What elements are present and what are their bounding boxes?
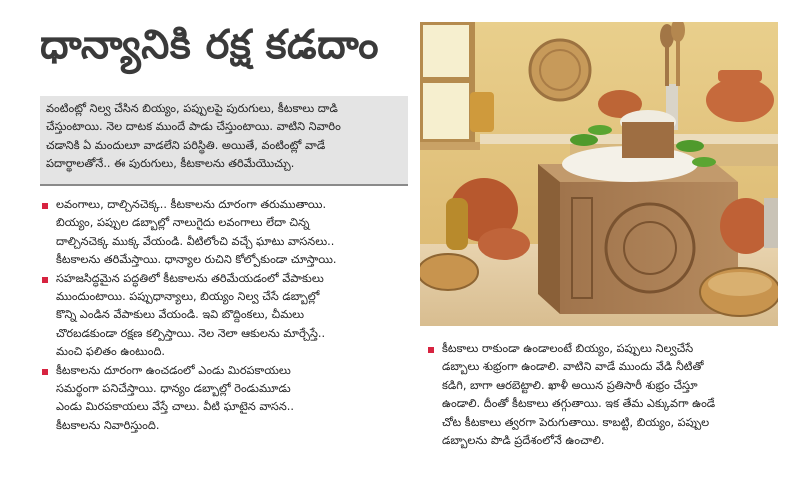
tip-line: మంచి ఫలితం ఉంటుంది. <box>56 345 166 359</box>
intro-line: చేస్తుంటాయి. నెల దాటక ముందే పాడు చేస్తుంటాయి. వాటిని నివారిం <box>46 120 341 134</box>
tip-line: సహజసిద్ధమైన పద్ధతిలో కీటకాలను తరిమేయడంలో వేపాకులు <box>56 271 324 285</box>
tip-chillies <box>40 362 415 436</box>
tip-line: డబ్బాలను పొడి ప్రదేశంలోనే ఉంచాలి. <box>442 434 605 448</box>
intro-line: చడానికి ఏ మందులూ వాడలేని పరిస్థితి. అయితే, వంటింట్లో వాడే <box>46 138 326 152</box>
tip-line: డబ్బాలు శుభ్రంగా ఉండాలి. వాటిని వాడే ముందు వేడి నీటితో <box>442 360 704 374</box>
intro-box <box>40 96 408 186</box>
tip-line: కీటకాలు రాకుండా ఉండాలంటే బియ్యం, పప్పులు నిల్వచేసే <box>442 342 694 355</box>
tip-line: చొరబడకుండా రక్షణ కల్పిస్తాయి. నెల నెలా ఆకులను మార్చేస్తే.. <box>56 326 326 340</box>
tip-line: సమర్థంగా పనిచేస్తాయి. ధాన్యం డబ్బాల్లో రెండుమూడు <box>56 382 291 396</box>
tip-line: కడిగి, బాగా ఆరబెట్టాలి. ఖాళీ అయిన ప్రతిసారీ శుభ్రం చేస్తూ <box>442 378 698 392</box>
tip-line: కీటకాలను తరిమేస్తాయి. ధాన్యాల రుచిని కోల్పోకుండా చూస్తాయి. <box>56 253 337 267</box>
bullet-square-icon <box>42 277 48 283</box>
tip-clean-containers <box>426 340 800 450</box>
bullet-square-icon <box>428 347 434 353</box>
tip-line: ఎండు మిరపకాయలు వేస్తే చాలు. వీటి ఘాటైన వాసన.. <box>56 400 294 414</box>
intro-line: పదార్థాలతోనే.. ఈ పురుగులు, కీటకాలను తరిమేయొచ్చు. <box>46 157 295 171</box>
tip-line: బియ్యం, పప్పుల డబ్బాల్లో నాలుగైదు లవంగాలు లేదా చిన్న <box>56 216 310 230</box>
tip-cloves <box>40 196 415 270</box>
tip-line: ముందుంటాయి. పప్పుధాన్యాలు, బియ్యం నిల్వ చేసే డబ్బాల్లో <box>56 290 320 304</box>
tip-line: లవంగాలు, దాల్చినచెక్క.. కీటకాలను దూరంగా తరుముతాయి. <box>56 198 327 211</box>
tips-list <box>40 196 415 435</box>
tip-line: దాల్చినచెక్క ముక్క వేయండి. వీటిలోంచి వచ్చే ఘాటు వాసనలు.. <box>56 234 335 248</box>
tip-line: ఉండాలి. దీంతో కీటకాలు తగ్గుతాయి. ఇక తేమ ఎక్కువగా ఉండే <box>442 397 716 411</box>
tip-neem <box>40 270 415 362</box>
bullet-square-icon <box>42 203 48 209</box>
tip-line: చోట కీటకాలు త్వరగా పెరుగుతాయి. కాబట్టి, బియ్యం, పప్పుల <box>442 415 710 429</box>
tip-line: కీటకాలను నివారిస్తుంది. <box>56 418 160 432</box>
tip-line: కీటకాలను దూరంగా ఉంచడంలో ఎండు మిరపకాయలు <box>56 363 291 377</box>
headline: ధాన్యానికి రక్ష కడదాం <box>40 22 380 68</box>
intro-line: వంటింట్లో నిల్వ చేసిన బియ్యం, పప్పులపై పురుగులు, కీటకాలు దాడి <box>46 102 338 115</box>
bullet-square-icon <box>42 369 48 375</box>
tip-line: కొన్ని ఎండిన వేపాకులు వేయండి. ఇవి బొద్దింకలు, చీమలు <box>56 308 305 322</box>
kitchen-grain-box-photo <box>420 22 778 326</box>
